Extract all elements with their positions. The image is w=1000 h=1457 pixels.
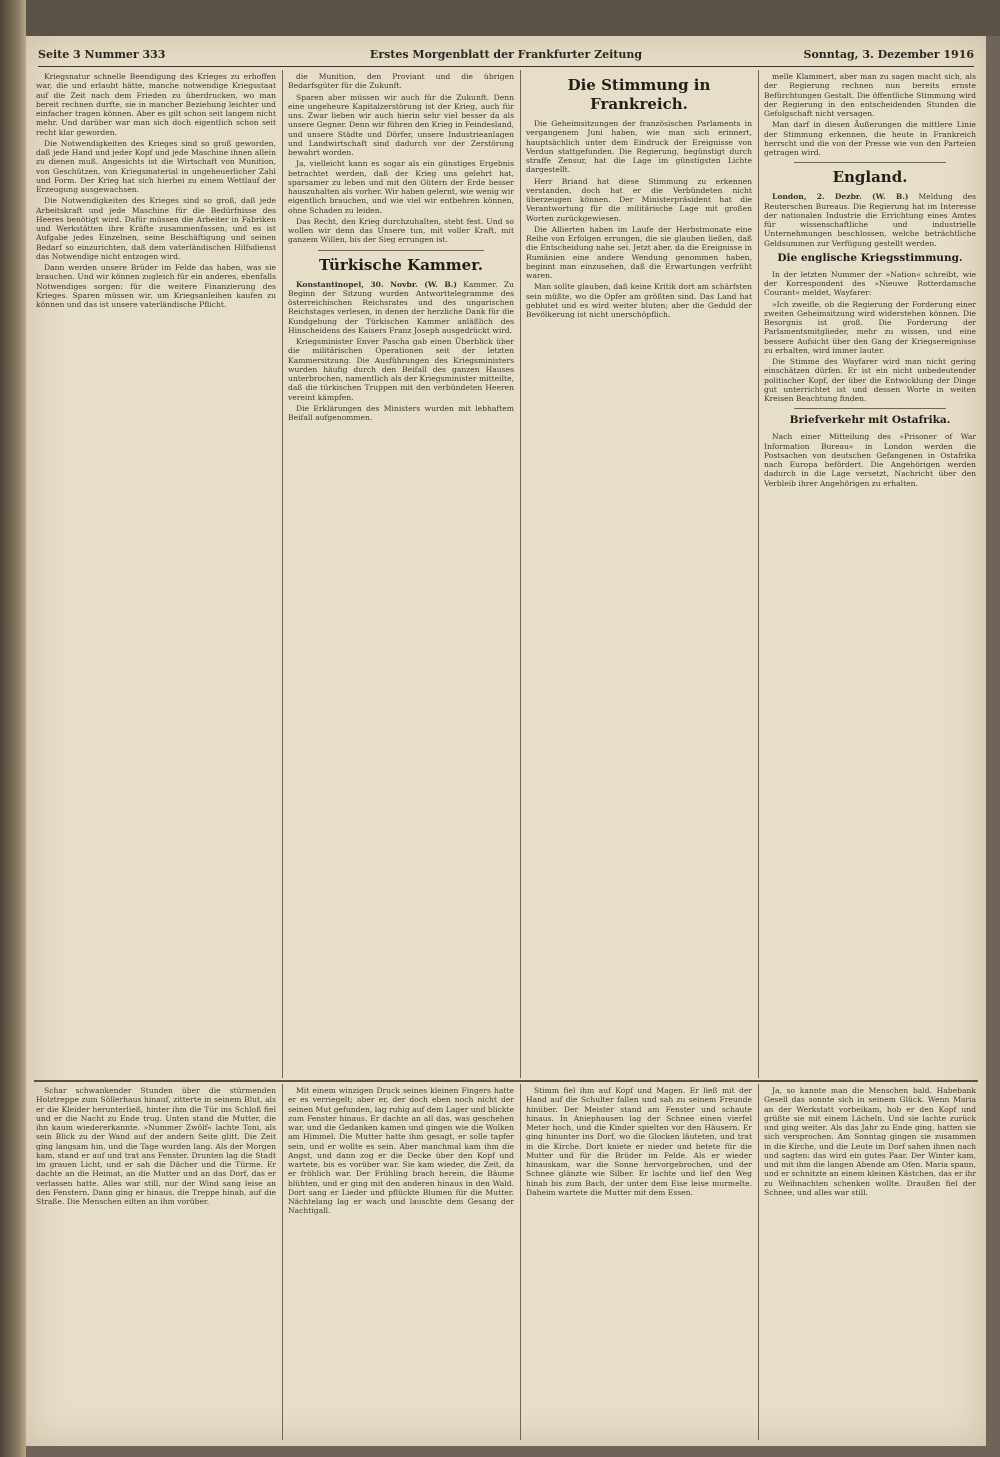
article-headline-england: England.: [832, 168, 908, 187]
section-divider: [794, 162, 946, 163]
book-binding: [0, 0, 26, 1457]
paragraph: Die Geheimsitzungen der französischen Parlaments in vergangenem Juni haben, wie man sich erinnert, hauptsächlich unter dem Eindruck der Ereignisse von Verdun stattgefunden. Die Regierung, begünstigt durch straffe Zensur, hat die Lage im günstigsten Lichte dargestellt.: [526, 119, 752, 175]
paragraph: Kriegsminister Enver Pascha gab einen Überblick über die militärischen Operationen seit der letzten Kammersitzung. Die Ausführungen des Kriegsministers wurden häufig durch den Beifall des ganzen Hauses unterbrochen, namentlich als der Kriegsminister mitteilte, daß die türkischen Truppen mit den verbündeten Heeren vereint kämpfen.: [288, 337, 514, 402]
paragraph: Die Notwendigkeiten des Krieges sind so groß geworden, daß jede Hand und jeder Kopf und jede Maschine ihnen allein zu dienen muß. Angesichts ist die Wirtschaft von Munition, von Geschützen, von Kriegsmaterial in ungeheuerlicher Zahl und Form. Der Krieg hat sich hierbei zu einem Wettlauf der Erzeugung ausgewachsen.: [36, 138, 276, 194]
feuilleton-column-3: [526, 1086, 752, 1438]
newspaper-page: [26, 36, 986, 1446]
paragraph: Nach einer Mitteilung des »Prisoner of War Information Bureau« in London werden die Postsachen von deutschen Gefangenen in Ostafrika nach Europa befördert. Die Angehörigen werden dadurch in die Lage versetzt, Nachricht über den Verbleib ihrer Angehörigen zu erhalten.: [764, 432, 976, 488]
column-rule: [758, 1084, 759, 1440]
paragraph: [764, 192, 976, 248]
paragraph: Man sollte glauben, daß keine Kritik dort am schärfsten sein müßte, wo die Opfer am größten sind. Das Land hat geblutet und es wird weiter bluten; aber die Geduld der Bevölkerung ist nicht unerschöpflich.: [526, 282, 752, 319]
column-rule: [520, 1084, 521, 1440]
paragraph: Die Stimme des Wayfarer wird man nicht gering einschätzen dürfen. Er ist ein nicht unbedeutender politischer Kopf, der über die Entwicklung der Dinge gut unterrichtet ist und dessen Worte in weiten Kreisen Beachtung finden.: [764, 357, 976, 403]
paragraph-text: Meldung des Reuterschen Bureaus. Die Regierung hat im Interesse der nationalen Industrie die Errichtung eines Amtes für wissenschaftliche und industrielle Unternehmungen beschlossen, welche beträchtliche Geldsummen zur Verfügung gestellt werden.: [764, 192, 976, 248]
column-4: [764, 72, 976, 1076]
column-rule: [758, 70, 759, 1078]
paragraph: Sparen aber müssen wir auch für die Zukunft. Denn eine ungeheure Kapitalzerstörung ist der Krieg, auch für uns. Zwar lieben wir auch hierin sehr viel besser da als unsere Gegner. Denn wir führen den Krieg in Feindesland, und unsere Städte und Dörfer, unsere Industrieanlagen und Landwirtschaft sind dadurch vor der Zerstörung bewahrt worden.: [288, 92, 514, 157]
subheadline-war-mood: Die englische Kriegsstimmung.: [777, 251, 963, 264]
page-header: [38, 48, 974, 67]
column-rule: [282, 1084, 283, 1440]
paragraph: Man darf in diesen Äußerungen die mittlere Linie der Stimmung erkennen, die heute in Frankreich herrscht und die von der Presse wie von den Parteien getragen wird.: [764, 120, 976, 157]
article-headline-france: Die Stimmung in Frankreich.: [567, 76, 711, 113]
paragraph: Herr Briand hat diese Stimmung zu erkennen verstanden, doch hat er die Verbündeten nicht überzeugen können. Der Ministerpräsident hat die Verantwortung für die militärische Lage mit großen Worten zurückgewiesen.: [526, 176, 752, 223]
paragraph: In der letzten Nummer der »Nation« schreibt, wie der Korrespondent des »Nieuwe Rotterdamsche Courant« meldet, Wayfarer:: [764, 269, 976, 298]
feuilleton-column-4: [764, 1086, 976, 1438]
dateline: Konstantinopel, 30. Novbr. (W. B.): [296, 279, 457, 289]
column-rule: [282, 70, 283, 1078]
paragraph: Das Recht, den Krieg durchzuhalten, steht fest. Und so wollen wir denn das Unsere tun, mit voller Kraft, mit ganzem Willen, bis der Sieg errungen ist.: [288, 216, 514, 245]
paragraph: Stimm fiel ihm auf Kopf und Magen. Er ließ mit der Hand auf die Schulter fallen und sah zu seinem Freunde hinüber. Der Meister stand am Fenster und schaute hinaus. In Aniephausen lag der Schnee einen vierfel Meter hoch, und die Kinder spielten vor den Häusern. Er ging hinunter ins Dorf, wo die Glocken läuteten, und trat in die Kirche. Dort kniete er nieder und betete für die Mutter und für die Brüder im Felde. Als er wieder hinauskam, war die Sonne hervorgebrochen, und der Schnee glänzte wie Silber. Er lachte und lief den Weg hinab bis zum Bach, der unter dem Eise leise murmelte. Daheim wartete die Mutter mit dem Essen.: [526, 1086, 752, 1197]
feuilleton-column-2: [288, 1086, 514, 1438]
column-2: [288, 72, 514, 1076]
paragraph-text: Kammer. Zu Beginn der Sitzung wurden Antworttelegramme des österreichischen Reichsrates und des ungarischen Reichstages verlesen, in denen der herzliche Dank für die Kundgebung der Türkischen Kammer anläßlich des Hinscheidens des Kaisers Franz Joseph ausgedrückt wird.: [288, 279, 514, 335]
paragraph: »Ich zweifle, ob die Regierung der Forderung einer zweiten Geheimsitzung wird widerstehen können. Die Besorgnis ist groß. Die Forderung der Parlamentsmitglieder, mehr zu wissen, und eine bessere Aufsicht über den Gang der Kriegsereignisse zu erhalten, wird immer lauter.: [764, 299, 976, 355]
paragraph: Mit einem winzigen Druck seines kleinen Fingers hatte er es verriegelt; aber er, der doch eben noch nicht der seinen Mut gefunden, lag ruhig auf dem Lager und blickte zum Fenster hinaus. Er dachte an all das, was geschehen war, und die Gedanken kamen und gingen wie die Wolken am Himmel. Die Mutter hatte ihm gesagt, er solle tapfer sein, und er wollte es sein. Aber manchmal kam ihm die Angst, und dann zog er die Decke über den Kopf und wartete, bis es vorüber war. Sie kam wieder, die Zeit, da er fröhlich war. Der Frühling brach herein, die Bäume blühten, und er ging mit den anderen hinaus in den Wald. Dort sang er Lieder und pflückte Blumen für die Mutter. Nächtelang lag er wach und lauschte dem Gesang der Nachtigall.: [288, 1086, 514, 1216]
column-rule: [520, 70, 521, 1078]
paragraph: die Munition, den Proviant und die übrigen Bedarfsgüter für die Zukunft.: [288, 72, 514, 91]
paragraph: [288, 280, 514, 336]
page-number: Seite 3 Nummer 333: [38, 48, 166, 61]
paragraph: Dann werden unsere Brüder im Felde das haben, was sie brauchen. Und wir können zugleich für ein anderes, ebenfalls Notwendiges sorgen: für die weitere Finanzierung des Krieges. Sparen müssen wir, um Kriegsanleihen kaufen zu können und das ist unsere vaterländische Pflicht.: [36, 263, 276, 309]
scan-background: [26, 0, 1000, 36]
paragraph: Ja, so kannte man die Menschen bald. Habebank Gesell das sonnte sich in seinem Glück. Wenn Maria an der Werkstatt vorbeikam, hob er den Kopf und grüßte sie mit einem Lächeln. Und sie lachte zurück und ging weiter. Als das Jahr zu Ende ging, hatten sie sich versprochen. Am Sonntag gingen sie zusammen in die Kirche, und die Leute im Dorf sahen ihnen nach und sagten: das wird ein gutes Paar. Der Winter kam, und mit ihm die langen Abende am Ofen. Maria spann, und er schnitzte an einem kleinen Kästchen, das er ihr zu Weihnachten schenken wollte. Draußen fiel der Schnee, und alles war still.: [764, 1086, 976, 1197]
paragraph: Schar schwankender Stunden über die stürmenden Holztreppe zum Söllerhaus hinauf, zitterte in seinem Blut, als er die Kleider herunterließ, hinter ihm die Tür ins Schloß fiel und er die Nacht zu Ende trug. Unten stand die Mutter, die ihn kaum wiedererkannte. »Nummer Zwölf« lachte Toni, als sein Blick zu der Wand auf der andern Seite glitt. Die Zeit ging langsam hin, und die Tage wurden lang. Als der Morgen kam, stand er auf und trat ans Fenster. Drunten lag die Stadt im grauen Licht, und er sah die Dächer und die Türme. Er dachte an die Heimat, an die Mutter und an das Dorf, das er verlassen hatte. Alles war still, nur der Wind sang leise an den Fenstern. Dann ging er hinaus, die Treppe hinab, auf die Straße. Die Menschen eilten an ihm vorüber.: [36, 1086, 276, 1206]
column-1: [36, 72, 276, 1076]
section-divider: [318, 250, 484, 251]
feuilleton-column-1: [36, 1086, 276, 1438]
feuilleton-rule: [34, 1080, 978, 1082]
paragraph: Ja, vielleicht kann es sogar als ein günstiges Ergebnis betrachtet werden, daß der Krieg uns gelehrt hat, sparsamer zu leben und mit den Gütern der Erde besser hauszuhalten als vorher. Wir haben gelernt, wie wenig wir eigentlich brauchen, und wie viel wir entbehren können, ohne Schaden zu leiden.: [288, 159, 514, 215]
subheadline-east-africa-mail: Briefverkehr mit Ostafrika.: [789, 414, 951, 427]
paragraph: Die Erklärungen des Ministers wurden mit lebhaftem Beifall aufgenommen.: [288, 403, 514, 422]
paragraph: melle Klammert, aber man zu sagen macht sich, als der Regierung rechnen nun bereits ernste Befürchtungen Gestalt. Die öffentliche Stimmung wird der Regierung in den entscheidenden Stunden die Gefolgschaft nicht versagen.: [764, 72, 976, 118]
section-divider: [794, 408, 946, 409]
dateline: London, 2. Dezbr. (W. B.): [772, 192, 909, 202]
column-3: [526, 72, 752, 1076]
article-headline-turkey: Türkische Kammer.: [319, 255, 483, 274]
masthead: Erstes Morgenblatt der Frankfurter Zeitung: [369, 48, 643, 61]
issue-date: Sonntag, 3. Dezember 1916: [803, 48, 974, 61]
paragraph: Kriegsnatur schnelle Beendigung des Krieges zu erhoffen war, die und erlaubt hätte, manche notwendige Kriegsstaat auf die Zeit nach dem Frieden zu überdrucken, wo man bereit rechnen durfte, sie in mancher Beziehung leichter und einfacher tragen können. Aber es gilt schon seit langem nicht mehr. Und darüber war man sich doch eigentlich schon seit recht klar geworden.: [36, 72, 276, 137]
paragraph: Die Allierten haben im Laufe der Herbstmonate eine Reihe von Erfolgen errungen, die sie glauben ließen, daß die Entscheidung nahe sei. Jetzt aber, da die Ereignisse in Rumänien eine andere Wendung genommen haben, beginnt man einzusehen, daß die Erwartungen verfrüht waren.: [526, 224, 752, 280]
paragraph: Die Notwendigkeiten des Krieges sind so groß, daß jede Arbeitskraft und jede Maschine für die Bedürfnisse des Heeres benötigt wird. Dafür müssen die Arbeiter in Fabriken und Werkstätten ihre Kräfte zusammenfassen, und es ist Aufgabe jedes Einzelnen, seine Beschäftigung und seinen Bedarf so einzurichten, daß dem vaterländischen Hilfsdienst das Notwendige nicht entzogen wird.: [36, 196, 276, 261]
